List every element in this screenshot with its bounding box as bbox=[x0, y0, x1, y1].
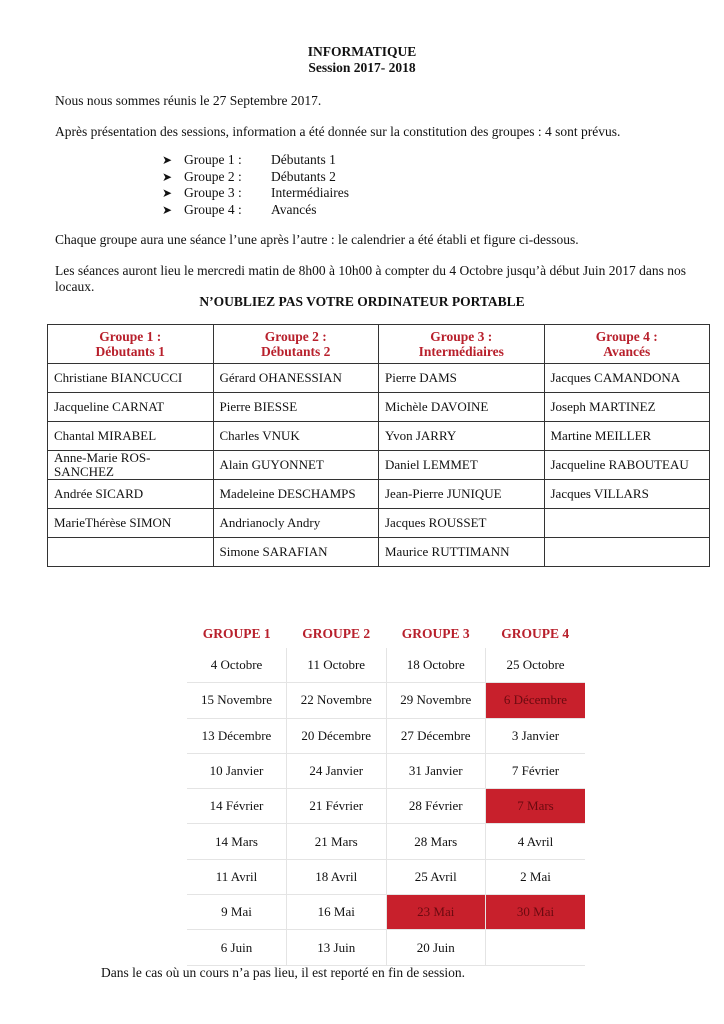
member-cell: Gérard OHANESSIAN bbox=[213, 364, 379, 393]
calendar-body bbox=[187, 648, 585, 965]
group-label: Groupe 1 : bbox=[184, 152, 242, 167]
date-cell: 15 Novembre bbox=[187, 683, 287, 718]
group-label: Groupe 3 : bbox=[184, 185, 242, 200]
member-cell: Jacqueline RABOUTEAU bbox=[544, 451, 710, 480]
date-cell: 9 Mai bbox=[187, 895, 287, 930]
date-cell: 25 Avril bbox=[386, 859, 486, 894]
date-cell: 3 Janvier bbox=[486, 718, 586, 753]
group-level: Avancés bbox=[271, 201, 317, 217]
members-header-group-2: Groupe 2 : Débutants 2 bbox=[213, 325, 379, 364]
date-cell: 4 Octobre bbox=[187, 648, 287, 683]
members-header-group-4: Groupe 4 : Avancés bbox=[544, 325, 710, 364]
members-table bbox=[47, 324, 710, 567]
member-cell: Michèle DAVOINE bbox=[379, 393, 545, 422]
date-cell: 27 Décembre bbox=[386, 718, 486, 753]
member-cell: Christiane BIANCUCCI bbox=[48, 364, 214, 393]
footer-note: Dans le cas où un cours n’a pas lieu, il est reporté en fin de session. bbox=[101, 965, 466, 980]
table-row bbox=[187, 789, 585, 824]
date-cell: 10 Janvier bbox=[187, 753, 287, 788]
calendar-header-row bbox=[187, 620, 585, 648]
table-row bbox=[48, 480, 710, 509]
table-row bbox=[48, 364, 710, 393]
laptop-reminder: N’OUBLIEZ PAS VOTRE ORDINATEUR PORTABLE bbox=[199, 294, 525, 309]
table-row bbox=[187, 718, 585, 753]
member-cell: Jacques VILLARS bbox=[544, 480, 710, 509]
member-cell bbox=[48, 538, 214, 567]
date-cell: 2 Mai bbox=[486, 859, 586, 894]
cancelled-date-cell: 30 Mai bbox=[486, 895, 586, 930]
member-cell: Martine MEILLER bbox=[544, 422, 710, 451]
member-cell: Charles VNUK bbox=[213, 422, 379, 451]
member-cell bbox=[544, 509, 710, 538]
date-cell: 16 Mai bbox=[287, 895, 387, 930]
arrow-bullet-icon: ➤ bbox=[162, 169, 173, 184]
table-row bbox=[187, 930, 585, 965]
table-row bbox=[48, 393, 710, 422]
member-cell: Chantal MIRABEL bbox=[48, 422, 214, 451]
calendar-header-group-4: GROUPE 4 bbox=[501, 626, 570, 641]
members-header-row bbox=[48, 325, 710, 364]
date-cell: 14 Mars bbox=[187, 824, 287, 859]
calendar-header-group-2: GROUPE 2 bbox=[302, 626, 371, 641]
date-cell: 13 Décembre bbox=[187, 718, 287, 753]
members-header-group-1: Groupe 1 : Débutants 1 bbox=[48, 325, 214, 364]
date-cell: 6 Juin bbox=[187, 930, 287, 965]
table-row bbox=[48, 509, 710, 538]
cancelled-date-cell: 23 Mai bbox=[386, 895, 486, 930]
list-item bbox=[162, 202, 349, 219]
group-level: Intermédiaires bbox=[271, 185, 349, 200]
date-cell: 21 Février bbox=[287, 789, 387, 824]
group-level: Débutants 1 bbox=[271, 152, 336, 167]
date-cell: 7 Février bbox=[486, 753, 586, 788]
members-header-group-3: Groupe 3 : Intermédiaires bbox=[379, 325, 545, 364]
date-cell: 11 Octobre bbox=[287, 648, 387, 683]
document-title: INFORMATIQUE bbox=[307, 44, 417, 59]
calendar-header-group-1: GROUPE 1 bbox=[202, 626, 271, 641]
table-row bbox=[187, 895, 585, 930]
table-row bbox=[187, 683, 585, 718]
cancelled-date-cell: 6 Décembre bbox=[486, 683, 586, 718]
member-cell: Jean-Pierre JUNIQUE bbox=[379, 480, 545, 509]
table-row bbox=[187, 859, 585, 894]
member-cell: Alain GUYONNET bbox=[213, 451, 379, 480]
session-subtitle: Session 2017- 2018 bbox=[308, 60, 416, 75]
date-cell: 18 Avril bbox=[287, 859, 387, 894]
table-row bbox=[187, 648, 585, 683]
date-cell: 28 Février bbox=[386, 789, 486, 824]
member-cell: Simone SARAFIAN bbox=[213, 538, 379, 567]
member-cell: Pierre DAMS bbox=[379, 364, 545, 393]
groups-list bbox=[162, 152, 349, 218]
member-cell: Anne-Marie ROS-SANCHEZ bbox=[48, 451, 214, 480]
member-cell: Yvon JARRY bbox=[379, 422, 545, 451]
table-row bbox=[48, 422, 710, 451]
list-item bbox=[162, 185, 349, 202]
date-cell: 21 Mars bbox=[287, 824, 387, 859]
table-row bbox=[48, 538, 710, 567]
date-cell: 18 Octobre bbox=[386, 648, 486, 683]
date-cell: 20 Juin bbox=[386, 930, 486, 965]
date-cell: 22 Novembre bbox=[287, 683, 387, 718]
member-cell: Andrianocly Andry bbox=[213, 509, 379, 538]
list-item bbox=[162, 152, 349, 169]
date-cell: 28 Mars bbox=[386, 824, 486, 859]
meeting-paragraph: Nous nous sommes réunis le 27 Septembre 2017. bbox=[55, 93, 322, 108]
schedule-paragraph: Chaque groupe aura une séance l’une après l’autre : le calendrier a été établi et figure ci-dessous. bbox=[55, 232, 579, 247]
date-cell: 13 Juin bbox=[287, 930, 387, 965]
member-cell: Madeleine DESCHAMPS bbox=[213, 480, 379, 509]
date-cell bbox=[486, 930, 586, 965]
group-label: Groupe 4 : bbox=[184, 201, 242, 217]
date-cell: 4 Avril bbox=[486, 824, 586, 859]
date-cell: 31 Janvier bbox=[386, 753, 486, 788]
cancelled-date-cell: 7 Mars bbox=[486, 789, 586, 824]
arrow-bullet-icon: ➤ bbox=[162, 153, 173, 167]
date-cell: 14 Février bbox=[187, 789, 287, 824]
date-cell: 25 Octobre bbox=[486, 648, 586, 683]
table-row bbox=[48, 451, 710, 480]
presentation-paragraph: Après présentation des sessions, information a été donnée sur la constitution des groupes : 4 sont prévus. bbox=[55, 124, 621, 139]
calendar-header-group-3: GROUPE 3 bbox=[401, 626, 470, 641]
table-row bbox=[187, 824, 585, 859]
member-cell: MarieThérèse SIMON bbox=[48, 509, 214, 538]
member-cell: Andrée SICARD bbox=[48, 480, 214, 509]
sessions-paragraph: Les séances auront lieu le mercredi matin de 8h00 à 10h00 à compter du 4 Octobre jusqu’à début Juin 2017 dans nos locaux. bbox=[55, 263, 686, 294]
calendar-table bbox=[187, 620, 585, 966]
date-cell: 24 Janvier bbox=[287, 753, 387, 788]
member-cell bbox=[544, 538, 710, 567]
group-level: Débutants 2 bbox=[271, 168, 336, 184]
member-cell: Maurice RUTTIMANN bbox=[379, 538, 545, 567]
date-cell: 11 Avril bbox=[187, 859, 287, 894]
group-label: Groupe 2 : bbox=[184, 168, 242, 184]
list-item bbox=[162, 169, 349, 186]
member-cell: Jacqueline CARNAT bbox=[48, 393, 214, 422]
date-cell: 20 Décembre bbox=[287, 718, 387, 753]
arrow-bullet-icon: ➤ bbox=[162, 186, 173, 200]
table-row bbox=[187, 753, 585, 788]
member-cell: Pierre BIESSE bbox=[213, 393, 379, 422]
member-cell: Daniel LEMMET bbox=[379, 451, 545, 480]
arrow-bullet-icon: ➤ bbox=[162, 202, 173, 217]
member-cell: Jacques ROUSSET bbox=[379, 509, 545, 538]
date-cell: 29 Novembre bbox=[386, 683, 486, 718]
member-cell: Jacques CAMANDONA bbox=[544, 364, 710, 393]
member-cell: Joseph MARTINEZ bbox=[544, 393, 710, 422]
